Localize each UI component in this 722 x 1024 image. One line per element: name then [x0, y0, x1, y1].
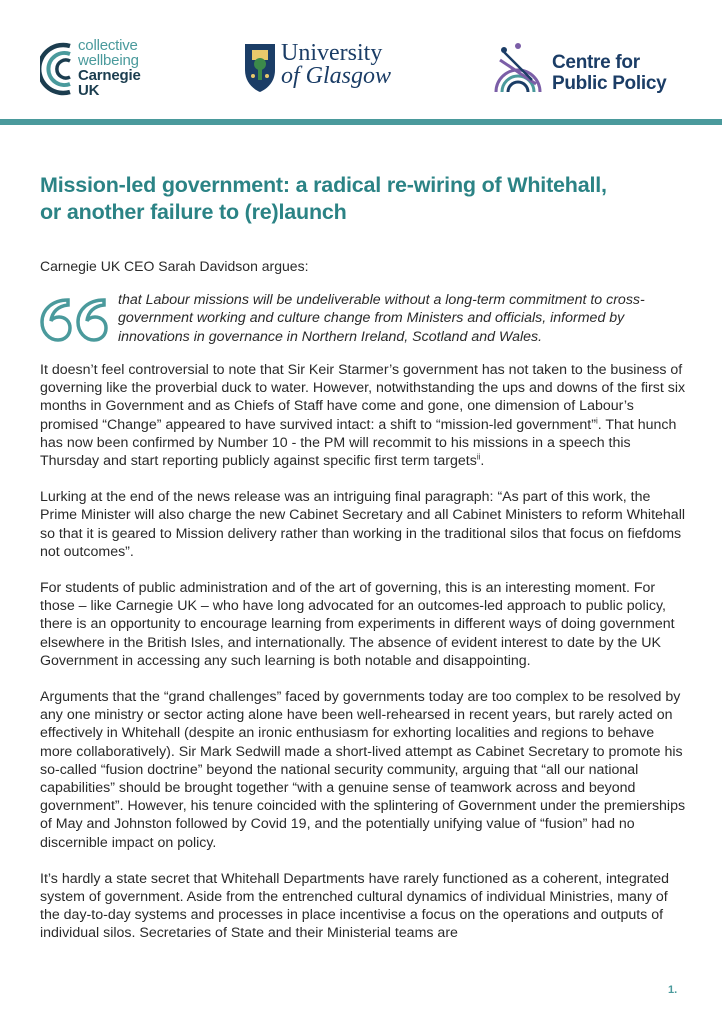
- university-of-glasgow-logo: [243, 40, 403, 100]
- article-body: [40, 361, 686, 961]
- byline: Carnegie UK CEO Sarah Davidson argues:: [40, 258, 309, 274]
- cw-logo-line-uk: UK: [78, 82, 100, 99]
- paragraph-1-text-b: . That hunch has now been confirmed by Number 10 - the PM will recommit to his missions in a speech this Thursday and start reporting publicly against specific first term targets: [40, 416, 677, 470]
- paragraph-1: [40, 361, 686, 470]
- title-line-2: or another failure to (re)launch: [40, 200, 347, 224]
- quotation-mark-icon: [38, 296, 110, 344]
- paragraph-2: Lurking at the end of the news release was an intriguing final paragraph: “As part of this work, the Prime Minister will also charge the new Cabinet Secretary and all Cabinet Ministers to reform Whitehall so that it is geared to Mission delivery rather than working in the traditional silos that focus on fiefdoms not outcomes”.: [40, 489, 686, 560]
- endnote-marker-i: i: [595, 415, 598, 425]
- document-title: [40, 172, 700, 226]
- title-line-1: Mission-led government: a radical re-wiring of Whitehall,: [40, 173, 607, 197]
- cpp-logo-line-centre: Centre for: [552, 52, 640, 73]
- ug-logo-line-glasgow: of Glasgow: [281, 63, 392, 89]
- paragraph-5: It’s hardly a state secret that Whitehall Departments have rarely functioned as a coherent, integrated system of government. Aside from the entrenched cultural dynamics of individual Ministries, many of the day-to-day systems and processes in place incentivise a focus on the operations and outputs of individual silos. Secretaries of State and their Ministerial teams are: [40, 870, 670, 942]
- cw-logo-line-wellbeing: wellbeing: [78, 52, 139, 69]
- university-crest-icon: [243, 42, 277, 94]
- cw-logo-line-collective: collective: [78, 37, 138, 54]
- pull-quote: that Labour missions will be undeliverable without a long-term commitment to cross-government working and culture change from Ministers and officials, informed by innovations in governance in Northern Ireland, Scotland and Wales.: [118, 292, 645, 345]
- paragraph-1-text-a: It doesn’t feel controversial to note that Sir Keir Starmer’s government has not taken to the business of governing like the proverbial duck to water. However, notwithstanding the ups and downs of the first six months in Government and as Chiefs of Staff have come and gone, one dimension of Labour’s promised “Change” appeared to have survived intact: a shift to “mission-led government”: [40, 362, 686, 433]
- endnote-marker-ii: ii: [476, 452, 481, 462]
- paragraph-4: Arguments that the “grand challenges” faced by governments today are too complex to be resolved by any one ministry or sector acting alone have been well-rehearsed in recent years, but rarely acted on effectively in Whitehall (despite an ironic enthusiasm for exhorting localities and regions to behave more collaboratively). Sir Mark Sedwill made a short-lived attempt as Cabinet Secretary to promote his so-called “fusion doctrine” beyond the national security community, arguing that “all our national capabilities” should be brought together “with a genuine sense of teamwork across and beyond government”. However, his tenure coincided with the splintering of Government under the premierships of May and Johnston followed by Covid 19, and the potentially unifying value of “fusion” had no discernible impact on policy.: [40, 689, 686, 851]
- page-number: 1.: [668, 984, 678, 996]
- header-divider: [0, 119, 722, 125]
- paragraph-1-text-c: .: [480, 453, 485, 470]
- carnegie-c-mark-icon: [40, 40, 76, 98]
- cpp-logo-line-public-policy: Public Policy: [552, 73, 667, 94]
- cw-logo-line-carnegie: Carnegie: [78, 67, 141, 84]
- ug-logo-line-university: University: [281, 40, 383, 66]
- cpp-arches-icon: [492, 40, 544, 94]
- collective-wellbeing-carnegie-uk-logo: [40, 38, 170, 104]
- paragraph-3: For students of public administration and of the art of governing, this is an interesting moment. For those – like Carnegie UK – who have long advocated for an outcomes-led approach to public policy, there is an opportunity to encourage learning from experiments in different ways of doing government elsewhere in the British Isles, and internationally. The absence of evident interest to date by the UK Government in accessing any such learning is both notable and disappointing.: [40, 580, 675, 669]
- page-header: [0, 0, 722, 120]
- centre-for-public-policy-logo: [492, 40, 692, 100]
